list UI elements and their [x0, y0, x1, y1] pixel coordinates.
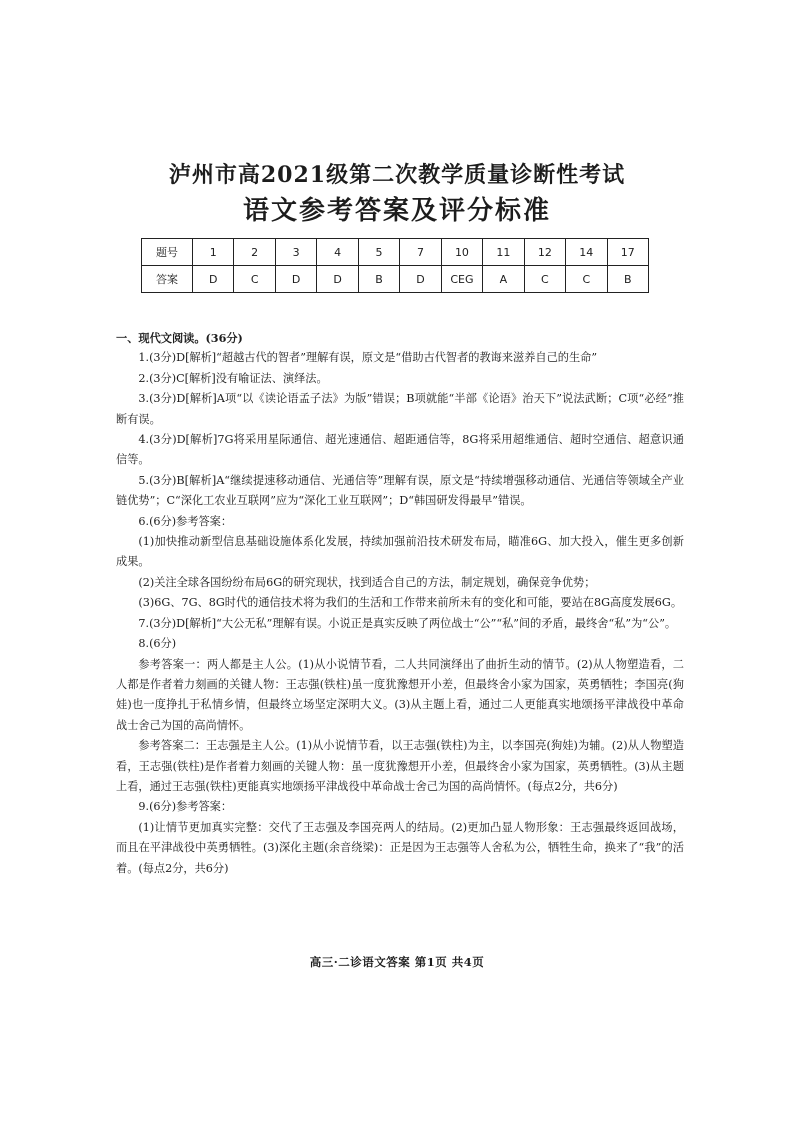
answer-paragraph: (1)让情节更加真实完整：交代了王志强及李国亮两人的结局。(2)更加凸显人物形象：王志强最终返回战场，而且在平津战役中英勇牺牲。(3)深化主题(余音绕梁)：正是因为王志强等人舍私为公，牺牲生命，换来了“我”的活着。(每点2分，共6分)	[116, 820, 684, 875]
answer-cell: CEG	[441, 266, 482, 293]
answer-paragraph: 8.(6分)	[138, 637, 177, 651]
answer-cell: B	[607, 266, 648, 293]
question-number-cell: 3	[275, 239, 316, 266]
answer-cell: C	[566, 266, 607, 293]
answer-paragraph: 7.(3分)D[解析]“大公无私”理解有误。小说正是真实反映了两位战士“公”“私”间的矛盾，最终舍“私”为“公”。	[138, 616, 677, 630]
question-number-cell: 2	[234, 239, 275, 266]
question-number-cell: 12	[524, 239, 565, 266]
answer-cell: C	[234, 266, 275, 293]
answer-paragraph: 9.(6分)参考答案：	[138, 800, 233, 814]
answer-paragraph: 5.(3分)B[解析]A“继续提速移动通信、光通信等”理解有误，原文是“持续增强移动通信、光通信等领域全产业链优势”；C“深化工农业互联网”应为“深化工业互联网”；D“韩国研发得最早”错误。	[116, 473, 684, 508]
answer-paragraph: 2.(3分)C[解析]没有喻证法、演绎法。	[138, 371, 328, 385]
page-footer: 高三·二诊语文答案 第1页 共4页	[309, 955, 485, 969]
answer-paragraph: 1.(3分)D[解析]“超越古代的智者”理解有误，原文是“借助古代智者的教诲来滋养自己的生命”	[138, 351, 598, 365]
answer-cell: D	[400, 266, 441, 293]
answer-paragraph: (2)关注全球各国纷纷布局6G的研究现状，找到适合自己的方法，制定规划，确保竞争优势；	[138, 575, 596, 589]
question-number-cell: 17	[607, 239, 648, 266]
exam-title: 泸州市高2021级第二次教学质量诊断性考试	[168, 162, 626, 188]
question-number-cell: 14	[566, 239, 607, 266]
answer-paragraph: 参考答案一：两人都是主人公。(1)从小说情节看，二人共同演绎出了曲折生动的情节。(2)从人物塑造看，二人都是作者着力刻画的关键人物：王志强(铁柱)虽一度犹豫想开小差，但最终舍小家为国家，英勇牺牲；李国亮(狗娃)也一度挣扎于私情乡情，但最终立场坚定深明大义。(3)从主题上看，通过二人更能真实地颂扬平津战役中革命战士舍己为国的高尚情怀。	[116, 657, 684, 732]
answer-cell: C	[524, 266, 565, 293]
answer-cell: A	[483, 266, 524, 293]
section-heading: 一、现代文阅读。(36分)	[116, 331, 243, 345]
answer-paragraph: 4.(3分)D[解析]7G将采用星际通信、超光速通信、超距通信等，8G将采用超维通信、超时空通信、超意识通信等。	[116, 433, 684, 467]
answer-paragraph: (3)6G、7G、8G时代的通信技术将为我们的生活和工作带来前所未有的变化和可能，要站在8G高度发展6G。	[138, 596, 683, 610]
question-number-row	[142, 239, 649, 266]
question-number-label: 题号	[142, 239, 193, 266]
answer-paragraph: (1)加快推动新型信息基础设施体系化发展，持续加强前沿技术研发布局，瞄准6G、加大投入，催生更多创新成果。	[116, 535, 684, 569]
question-number-cell: 4	[317, 239, 358, 266]
answer-row	[142, 266, 649, 293]
answer-cell: D	[317, 266, 358, 293]
answer-cell: B	[358, 266, 399, 293]
answer-paragraph: 参考答案二：王志强是主人公。(1)从小说情节看，以王志强(铁柱)为主，以李国亮(狗娃)为辅。(2)从人物塑造看，王志强(铁柱)是作者着力刻画的关键人物：虽一度犹豫想开小差，但最终舍小家为国家，英勇牺牲。(3)从主题上看，通过王志强(铁柱)更能真实地颂扬平津战役中革命战士舍己为国的高尚情怀。(每点2分，共6分)	[116, 739, 684, 793]
answer-table	[141, 238, 649, 293]
document-subtitle: 语文参考答案及评分标准	[242, 196, 551, 226]
answer-cell: D	[275, 266, 316, 293]
question-number-cell: 11	[483, 239, 524, 266]
question-number-cell: 1	[193, 239, 234, 266]
answer-cell: D	[193, 266, 234, 293]
question-number-cell: 7	[400, 239, 441, 266]
answer-paragraph: 6.(6分)参考答案：	[138, 514, 233, 528]
question-number-cell: 5	[358, 239, 399, 266]
answer-paragraph: 3.(3分)D[解析]A项“以《读论语孟子法》为版”错误；B项就能“半部《论语》治天下”说法武断；C项“必经”推断有误。	[116, 392, 684, 426]
question-number-cell: 10	[441, 239, 482, 266]
answer-label: 答案	[142, 266, 193, 293]
answer-explanations	[116, 328, 684, 879]
